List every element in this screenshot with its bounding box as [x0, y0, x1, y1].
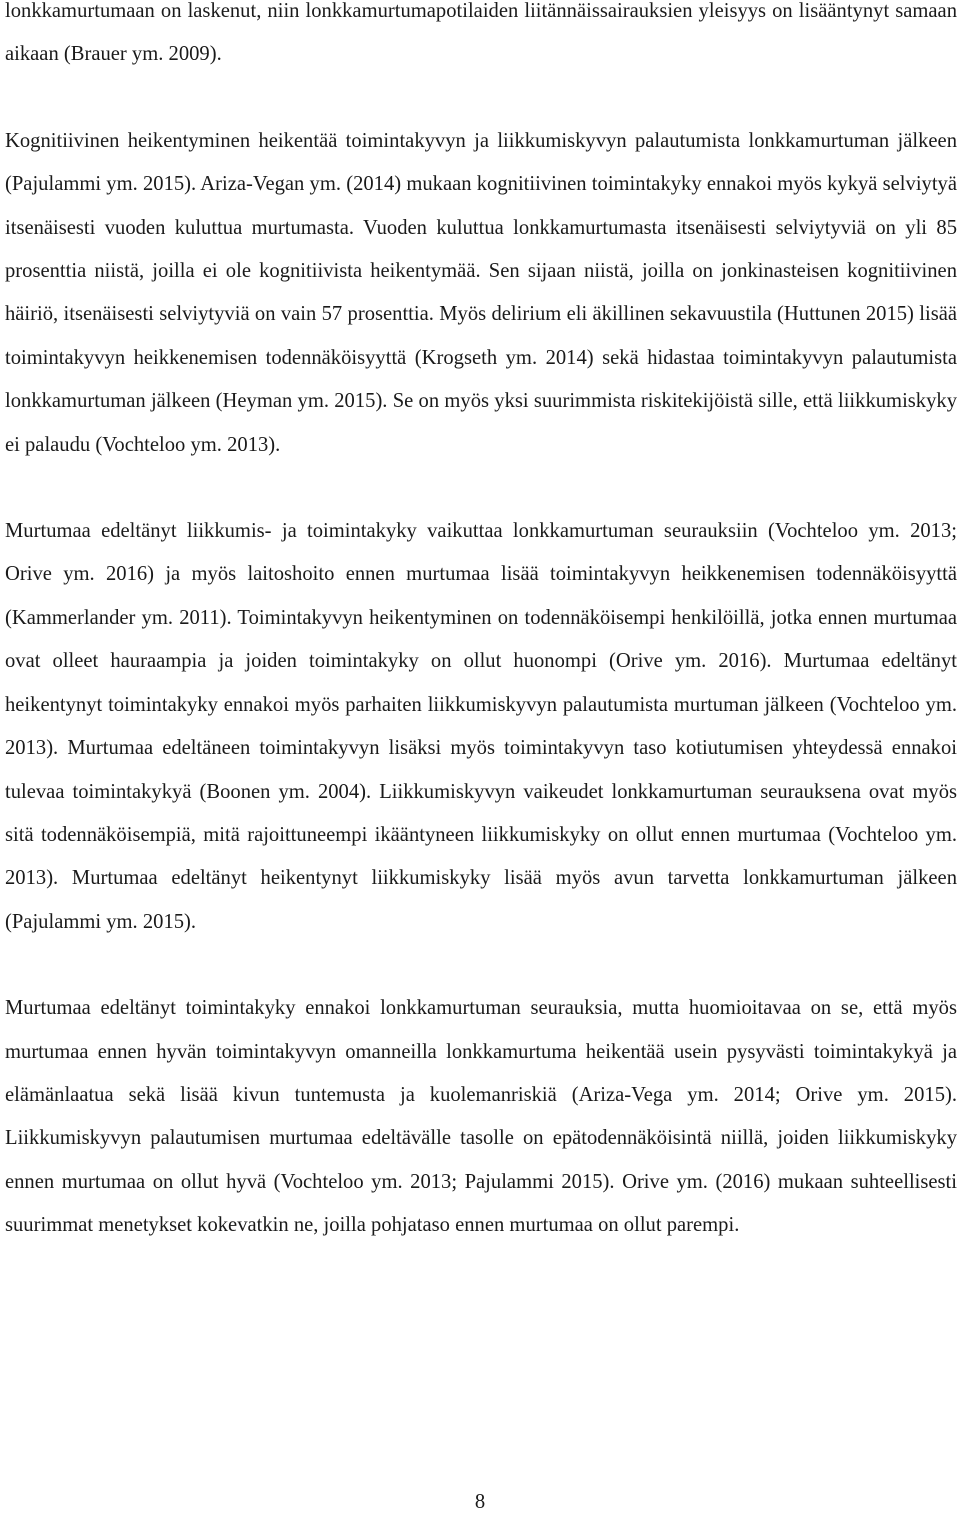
document-body — [5, 0, 957, 1248]
paragraph-1: lonkkamurtumaan on laskenut, niin lonkkamurtumapotilaiden liitännäissairauksien yleisyys on lisääntynyt samaan aikaan (Brauer ym. 2009). — [5, 0, 957, 66]
paragraph-3: Murtumaa edeltänyt liikkumis- ja toimintakyky vaikuttaa lonkkamurtuman seurauksiin (Vochteloo ym. 2013; Orive ym. 2016) ja myös laitoshoito ennen murtumaa lisää toimintakyvyn heikkenemisen todennäköisyyttä (Kammerlander ym. 2011). Toimintakyvyn heikentyminen on todennäköisempi henkilöillä, jotka ennen murtumaa ovat olleet hauraampia ja joiden toimintakyky on ollut huonompi (Orive ym. 2016). Murtumaa edeltänyt heikentynyt toimintakyky ennakoi myös parhaiten liikkumiskyvyn palautumista murtuman jälkeen (Vochteloo ym. 2013). Murtumaa edeltäneen toimintakyvyn lisäksi myös toimintakyvyn taso kotiutumisen yhteydessä ennakoi tulevaa toimintakykyä (Boonen ym. 2004). Liikkumiskyvyn vaikeudet lonkkamurtuman seurauksena ovat myös sitä todennäköisempiä, mitä rajoittuneempi ikääntyneen liikkumiskyky on ollut ennen murtumaa (Vochteloo ym. 2013). Murtumaa edeltänyt heikentynyt liikkumiskyky lisää myös avun tarvetta lonkkamurtuman jälkeen (Pajulammi ym. 2015). — [5, 520, 957, 933]
page-number: 8 — [474, 1491, 486, 1513]
paragraph-4: Murtumaa edeltänyt toimintakyky ennakoi lonkkamurtuman seurauksia, mutta huomioitavaa on se, että myös murtumaa ennen hyvän toimintakyvyn omanneilla lonkkamurtuma heikentää usein pysyvästi toimintakykyä ja elämänlaatua sekä lisää kivun tuntemusta ja kuolemanriskiä (Ariza-Vega ym. 2014; Orive ym. 2015). Liikkumiskyvyn palautumisen murtumaa edeltävälle tasolle on epätodennäköisintä niillä, joiden liikkumiskyky ennen murtumaa on ollut hyvä (Vochteloo ym. 2013; Pajulammi 2015). Orive ym. (2016) mukaan suhteellisesti suurimmat menetykset kokevatkin ne, joilla pohjataso ennen murtumaa on ollut parempi. — [5, 997, 957, 1237]
paragraph-2: Kognitiivinen heikentyminen heikentää toimintakyvyn ja liikkumiskyvyn palautumista lonkkamurtuman jälkeen (Pajulammi ym. 2015). Ariza-Vegan ym. (2014) mukaan kognitiivinen toimintakyky ennakoi myös kykyä selviytyä itsenäisesti vuoden kuluttua murtumasta. Vuoden kuluttua lonkkamurtumasta itsenäisesti selviytyviä on yli 85 prosenttia niistä, joilla ei ole kognitiivista heikentymää. Sen sijaan niistä, joilla on jonkinasteisen kognitiivinen häiriö, itsenäisesti selviytyviä on vain 57 prosenttia. Myös delirium eli äkillinen sekavuustila (Huttunen 2015) lisää toimintakyvyn heikkenemisen todennäköisyyttä (Krogseth ym. 2014) sekä hidastaa toimintakyvyn palautumista lonkkamurtuman jälkeen (Heyman ym. 2015). Se on myös yksi suurimmista riskitekijöistä sille, että liikkumiskyky ei palaudu (Vochteloo ym. 2013). — [5, 129, 957, 456]
